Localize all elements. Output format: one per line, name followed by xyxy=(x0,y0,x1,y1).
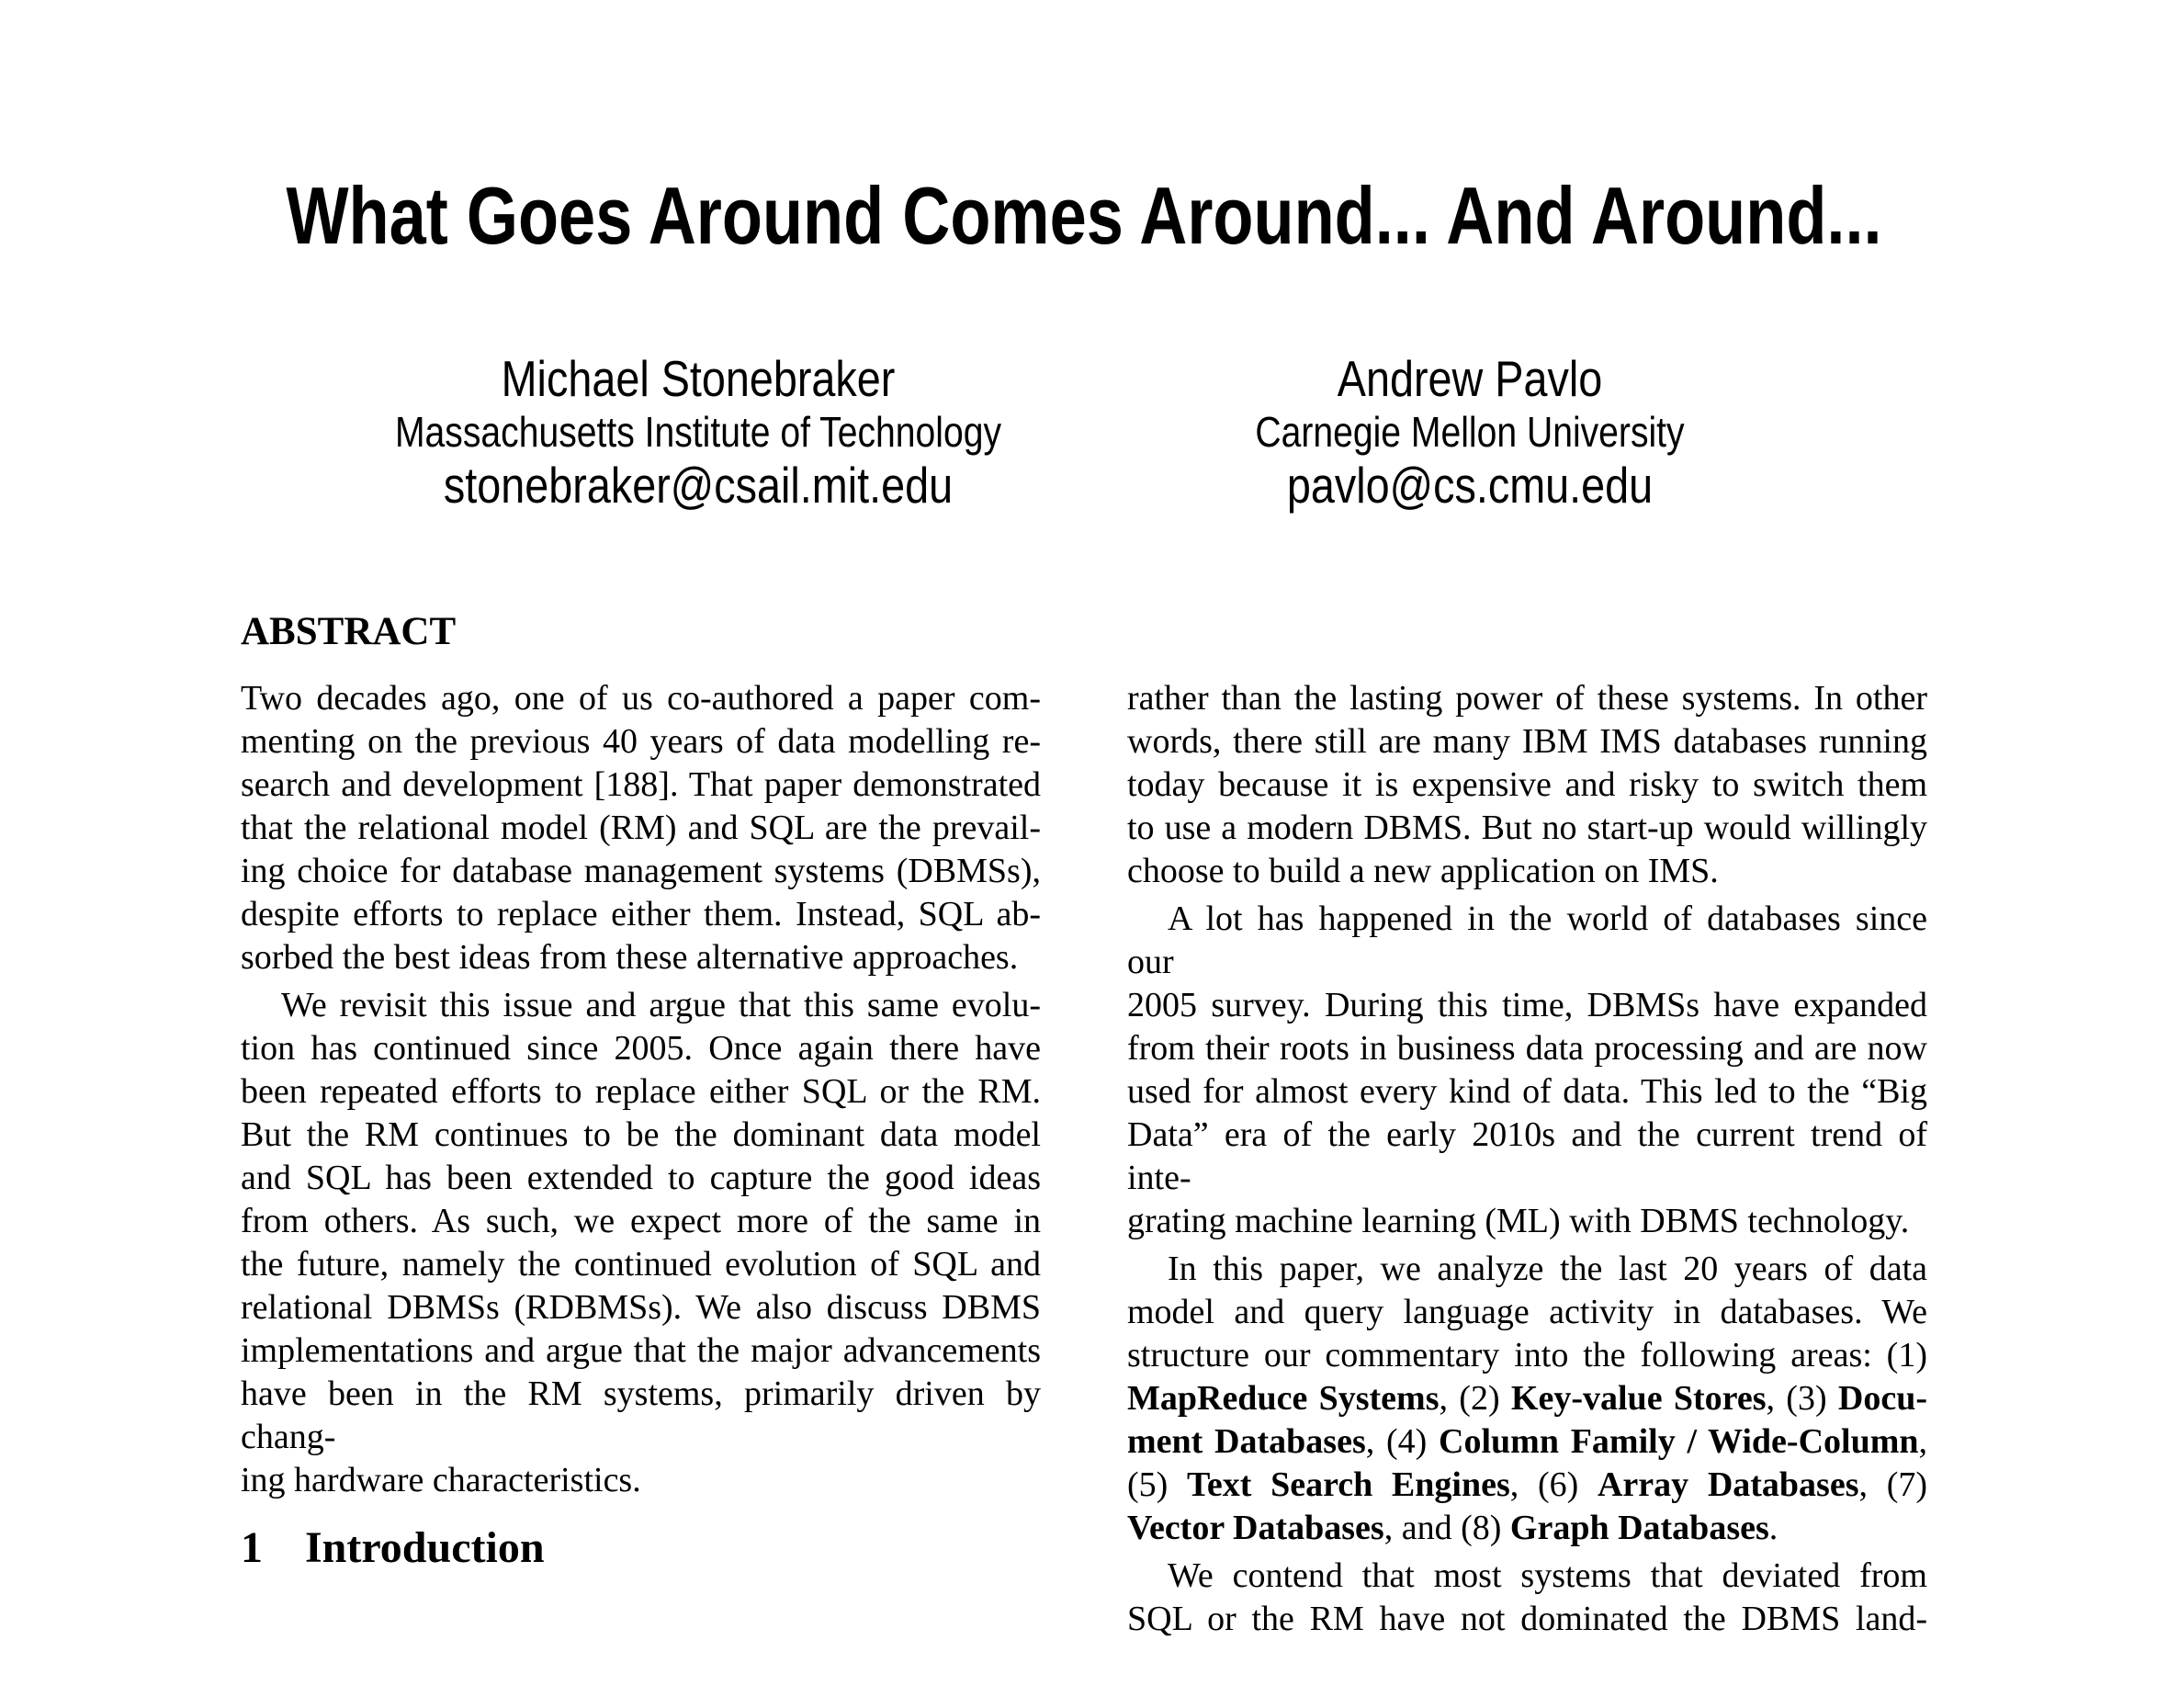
text-line: Data” era of the early 2010s and the current trend of inte- xyxy=(1127,1115,1927,1197)
body-paragraph-2 xyxy=(1127,898,1927,1243)
author-block xyxy=(0,350,2168,514)
text-line: to use a modern DBMS. But no start-up would willingly xyxy=(1127,809,1927,847)
section-number: 1 xyxy=(241,1523,263,1572)
abstract-paragraph-1 xyxy=(241,677,1041,979)
body-paragraph-4 xyxy=(1127,1555,1927,1641)
left-column xyxy=(241,609,1041,1641)
text-line: rather than the lasting power of these systems. In other xyxy=(1127,679,1927,718)
text-line: used for almost every kind of data. This led to the “Big xyxy=(1127,1072,1927,1111)
text-line: implementations and argue that the major advancements xyxy=(241,1331,1041,1370)
paper-page xyxy=(0,170,2168,1708)
two-column-body xyxy=(241,609,1927,1641)
text-line: relational DBMSs (RDBMSs). We also discuss DBMS xyxy=(241,1288,1041,1327)
author-2 xyxy=(1084,350,1856,514)
text-line: been repeated efforts to replace either SQL or the RM. xyxy=(241,1072,1041,1111)
body-paragraph-3 xyxy=(1127,1248,1927,1550)
text-line: search and development [188]. That paper demonstrated xyxy=(241,765,1041,804)
text-line: and SQL has been extended to capture the good ideas xyxy=(241,1159,1041,1197)
author-2-name: Andrew Pavlo xyxy=(1337,350,1603,407)
text-line: SQL or the RM have not dominated the DBMS land- xyxy=(1127,1600,1927,1638)
text-line: tion has continued since 2005. Once again there have xyxy=(241,1029,1041,1068)
text-line: ment Databases, (4) Column Family / Wide-Column, xyxy=(1127,1422,1928,1461)
paper-title: What Goes Around Comes Around... And Around... xyxy=(286,170,1882,261)
text-line: words, there still are many IBM IMS databases running xyxy=(1127,722,1927,761)
text-line: despite efforts to replace either them. Instead, SQL ab- xyxy=(241,895,1041,933)
abstract-heading: ABSTRACT xyxy=(241,610,457,653)
text-line: grating machine learning (ML) with DBMS technology. xyxy=(1127,1202,1910,1240)
text-line: from their roots in business data processing and are now xyxy=(1127,1029,1927,1068)
right-column xyxy=(1127,609,1927,1641)
text-line: that the relational model (RM) and SQL are the prevail- xyxy=(241,809,1041,847)
text-line: Two decades ago, one of us co-authored a paper com- xyxy=(241,679,1041,718)
text-line: model and query language activity in databases. We xyxy=(1127,1293,1927,1331)
text-line: from others. As such, we expect more of the same in xyxy=(241,1202,1041,1240)
text-line: (5) Text Search Engines, (6) Array Databases, (7) xyxy=(1127,1465,1927,1504)
text-line: menting on the previous 40 years of data modelling re- xyxy=(241,722,1041,761)
text-line: ing choice for database management systems (DBMSs), xyxy=(241,852,1041,890)
text-line: MapReduce Systems, (2) Key-value Stores, (3) Docu- xyxy=(1127,1379,1928,1418)
author-1-email: stonebraker@csail.mit.edu xyxy=(443,457,954,514)
text-line: the future, namely the continued evolution of SQL and xyxy=(241,1245,1041,1284)
text-line: But the RM continues to be the dominant data model xyxy=(241,1115,1041,1154)
text-line: 2005 survey. During this time, DBMSs have expanded xyxy=(1127,986,1927,1024)
text-line: We revisit this issue and argue that this same evolu- xyxy=(281,986,1041,1024)
text-line: structure our commentary into the following areas: (1) xyxy=(1127,1336,1927,1374)
author-1-name: Michael Stonebraker xyxy=(501,350,896,407)
text-line: ing hardware characteristics. xyxy=(241,1461,641,1499)
text-line: sorbed the best ideas from these alternative approaches. xyxy=(241,938,1019,977)
text-line: A lot has happened in the world of databases since our xyxy=(1127,899,1927,981)
body-paragraph-1 xyxy=(1127,677,1927,893)
author-2-email: pavlo@cs.cmu.edu xyxy=(1286,457,1654,514)
text-line: We contend that most systems that deviated from xyxy=(1168,1556,1927,1595)
text-line: have been in the RM systems, primarily driven by chang- xyxy=(241,1374,1041,1456)
text-line: today because it is expensive and risky to switch them xyxy=(1127,765,1927,804)
abstract-paragraph-2 xyxy=(241,984,1041,1502)
author-1-affiliation: Massachusetts Institute of Technology xyxy=(394,408,1001,456)
text-line: choose to build a new application on IMS. xyxy=(1127,852,1719,890)
author-2-affiliation: Carnegie Mellon University xyxy=(1255,408,1685,456)
text-line: Vector Databases, and (8) Graph Databases. xyxy=(1127,1509,1778,1547)
section-heading-introduction xyxy=(241,1522,1041,1574)
text-line: In this paper, we analyze the last 20 years of data xyxy=(1168,1250,1927,1288)
author-1 xyxy=(312,350,1084,514)
section-title: Introduction xyxy=(305,1523,545,1572)
